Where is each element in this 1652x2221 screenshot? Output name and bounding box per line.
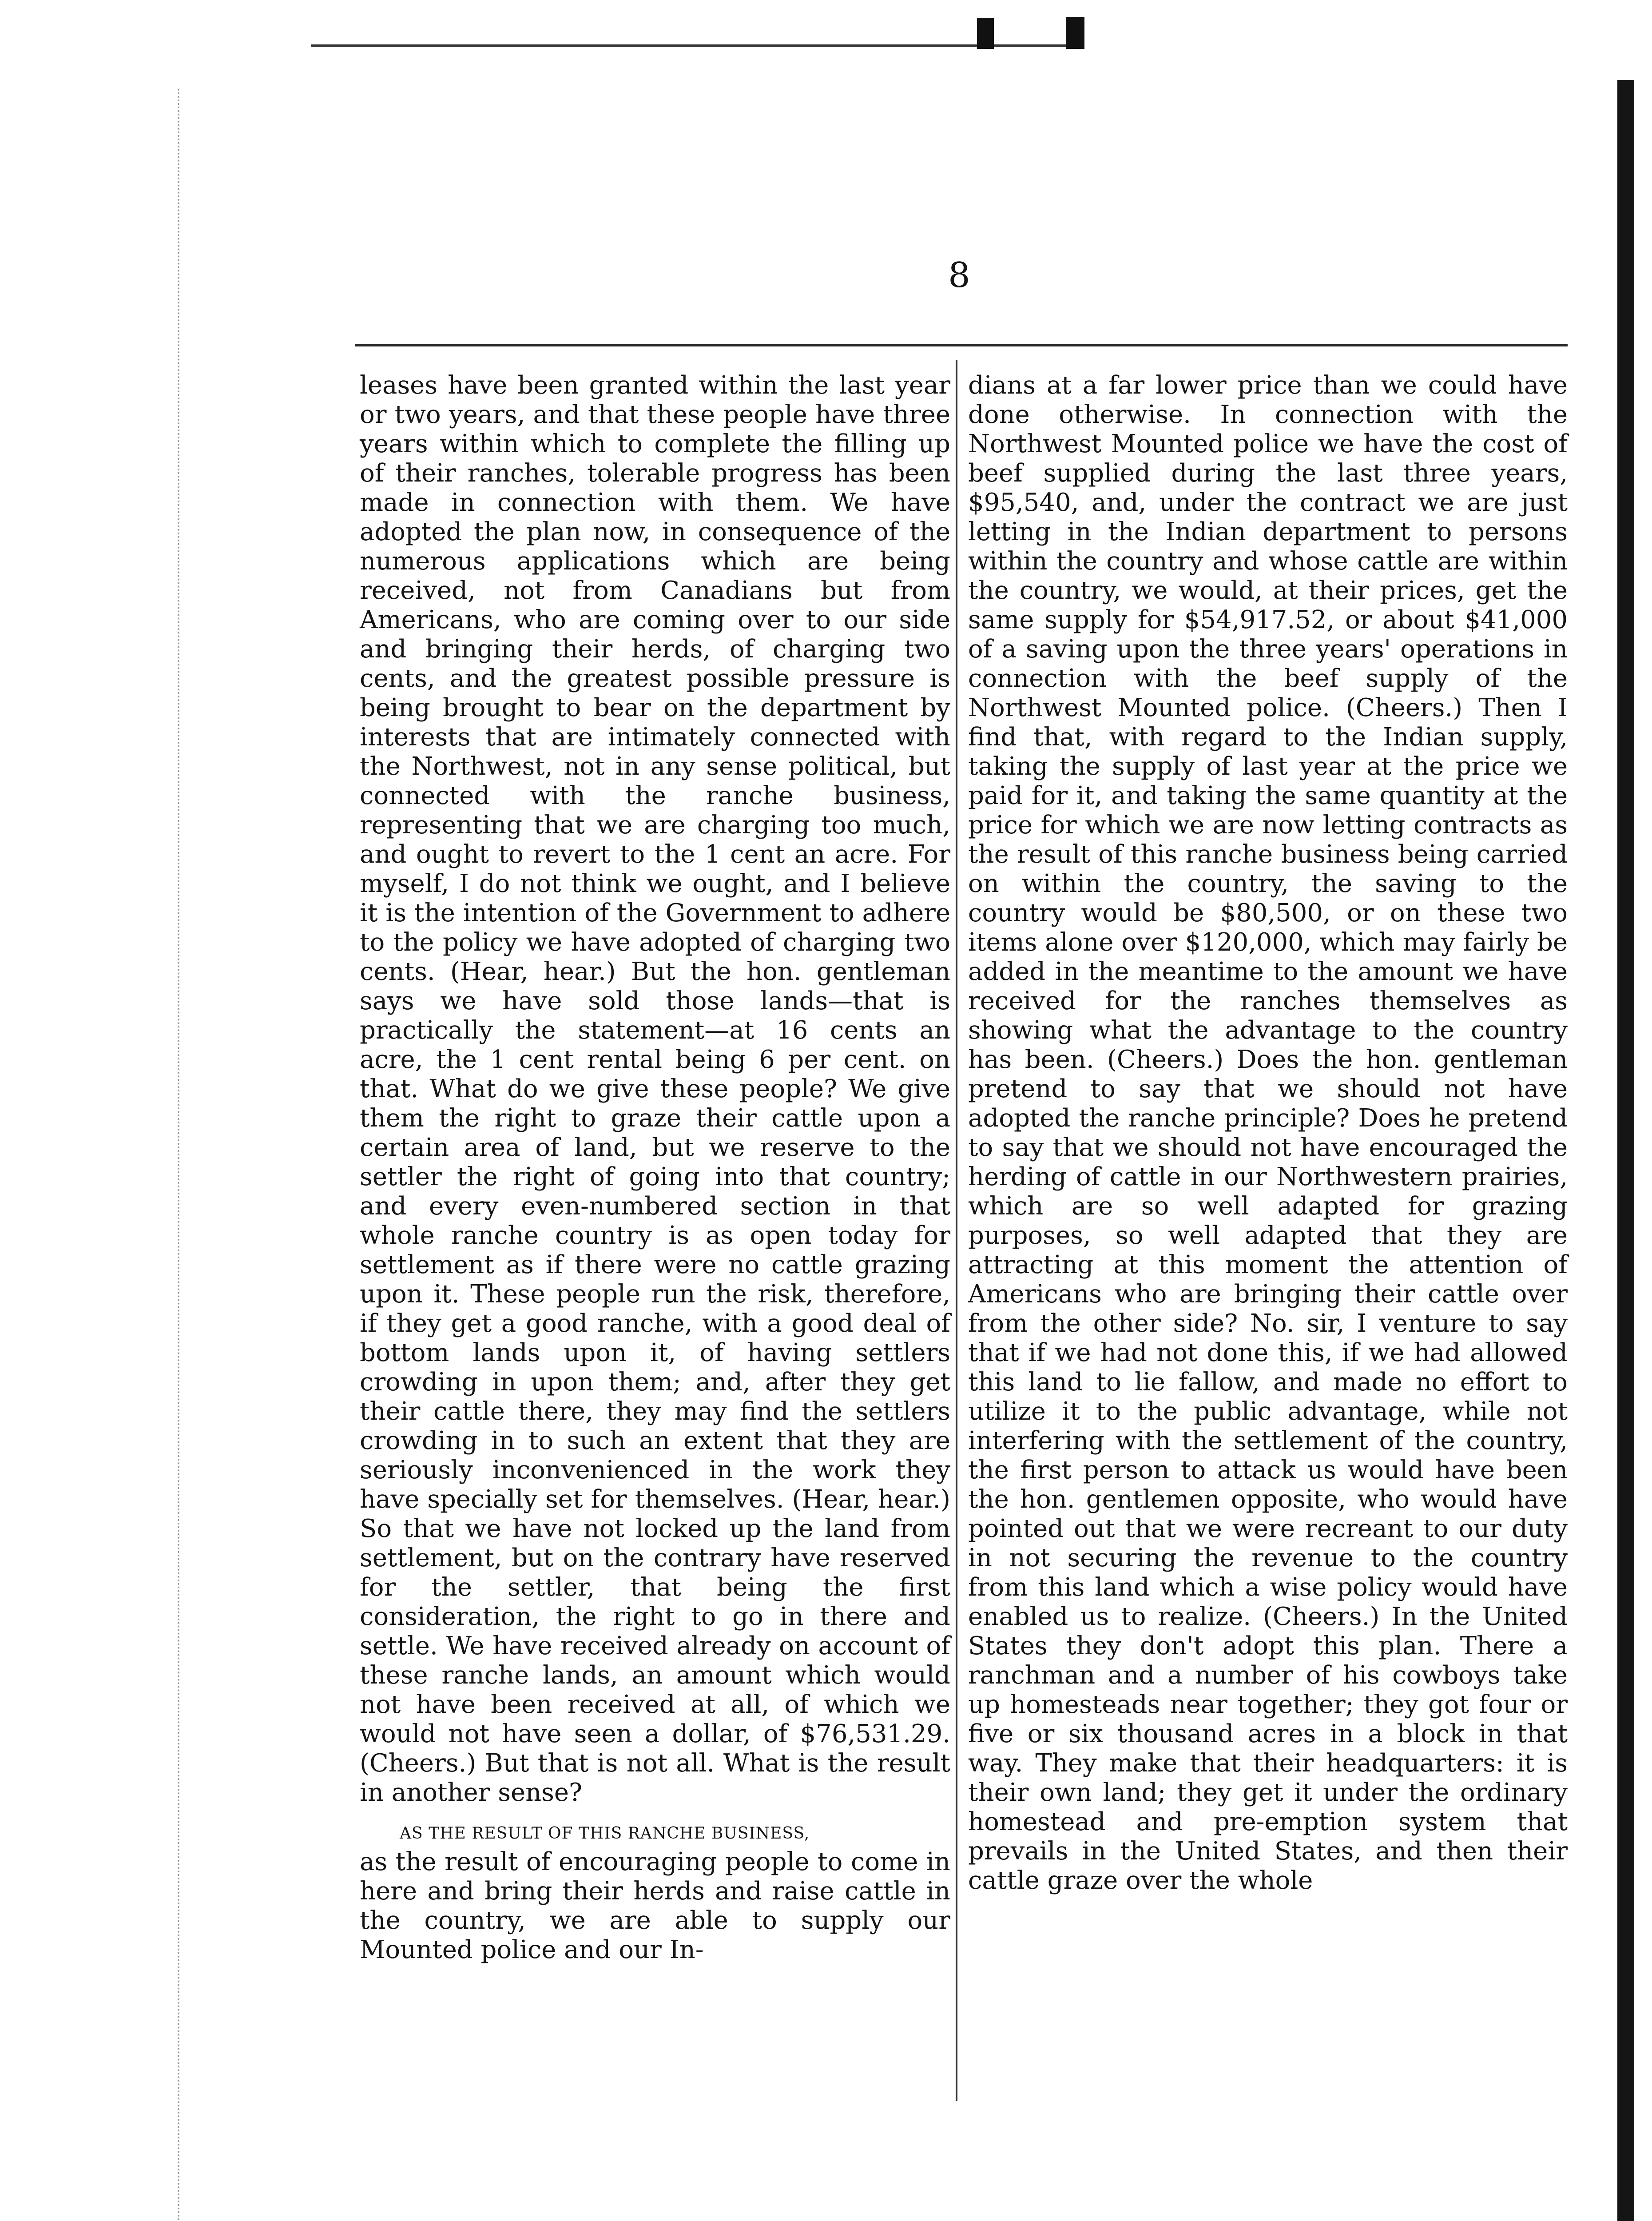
right-paragraph-1: dians at a far lower price than we could have done otherwise. In connection with the Northwest Mounted police we have the cost of beef supplied during the last three years, $95,540, and, under the contract we are just letting in the Indian department to persons within the country and whose cattle are within the country, we would, at their prices, get the same supply for $54,917.52, or about $41,000 of a saving upon the three years' operations in connection with the beef supply of the Northwest Mounted police. (Cheers.) Then I find that, with regard to the Indian supply, taking the supply of last year at the price we paid for it, and taking the same quantity at the price for which we are now letting contracts as the result of this ranche business being carried on within the country, the saving to the country would be $80,500, or on these two items alone over $120,000, which may fairly be added in the meantime to the amount we have received for the ranches themselves as showing what the advantage to the country has been. (Cheers.) Does the hon. gentleman pretend to say that we should not have adopted the ranche principle? Does he pretend to say that we should not have encouraged the herding of cattle in our Northwestern prairies, which are so well adapted for grazing purposes, so well adapted that they are attracting at this moment the attention of Americans who are bringing their cattle over from the other side? No. sir, I venture to say that if we had not done this, if we had allowed this land to lie fallow, and made no effort to utilize it to the public advantage, while not interfering with the settlement of the country, the first person to attack us would have been the hon. gentlemen opposite, who would have pointed out that we were recreant to our duty in not securing the revenue to the country from this land which a wise policy would have enabled us to realize. (Cheers.) In the United States they don't adopt this plan. There a ranchman and a number of his cowboys take up homesteads near together; they got four or five or six thousand acres in a block in that way. They make that their headquarters: it is their own land; they get it under the ordinary homestead and pre-emption system that prevails in the United States, and then their cattle graze over the whole: [968, 371, 1568, 1895]
left-column: [360, 371, 950, 1965]
page-number: 8: [948, 255, 970, 295]
column-divider: [956, 360, 957, 2101]
right-column: [968, 371, 1568, 1895]
scan-mark: [1066, 17, 1084, 49]
scan-mark: [977, 18, 994, 49]
left-paragraph-2: as the result of encouraging people to come in here and bring their herds and raise cattle in the country, we are able to supply our Mounted police and our In-: [360, 1847, 950, 1964]
scan-edge-specks: [178, 89, 224, 2221]
left-paragraph-1: leases have been granted within the last year or two years, and that these people have three years within which to complete the filling up of their ranches, tolerable progress has been made in connection with them. We have adopted the plan now, in consequence of the numerous applications which are being received, not from Canadians but from Americans, who are coming over to our side and bringing their herds, of charging two cents, and the greatest possible pressure is being brought to bear on the department by interests that are intimately connected with the Northwest, not in any sense political, but connected with the ranche business, representing that we are charging too much, and ought to revert to the 1 cent an acre. For myself, I do not think we ought, and I believe it is the intention of the Government to adhere to the policy we have adopted of charging two cents. (Hear, hear.) But the hon. gentleman says we have sold those lands—that is practically the statement—at 16 cents an acre, the 1 cent rental being 6 per cent. on that. What do we give these people? We give them the right to graze their cattle upon a certain area of land, but we reserve to the settler the right of going into that country; and every even-numbered section in that whole ranche country is as open today for settlement as if there were no cattle grazing upon it. These people run the risk, therefore, if they get a good ranche, with a good deal of bottom lands upon it, of having settlers crowding in upon them; and, after they get their cattle there, they may find the settlers crowding in to such an extent that they are seriously inconvenienced in the work they have specially set for themselves. (Hear, hear.) So that we have not locked up the land from settlement, but on the contrary have reserved for the settler, that being the first consideration, the right to go in there and settle. We have received already on account of these ranche lands, an amount which would not have been received at all, of which we would not have seen a dollar, of $76,531.29. (Cheers.) But that is not all. What is the result in another sense?: [360, 371, 950, 1807]
scan-edge-shadow: [1617, 80, 1634, 2221]
header-rule: [355, 344, 1568, 346]
top-margin-rule: [311, 44, 1066, 47]
section-subheading: AS THE RESULT OF THIS RANCHE BUSINESS,: [400, 1824, 810, 1843]
